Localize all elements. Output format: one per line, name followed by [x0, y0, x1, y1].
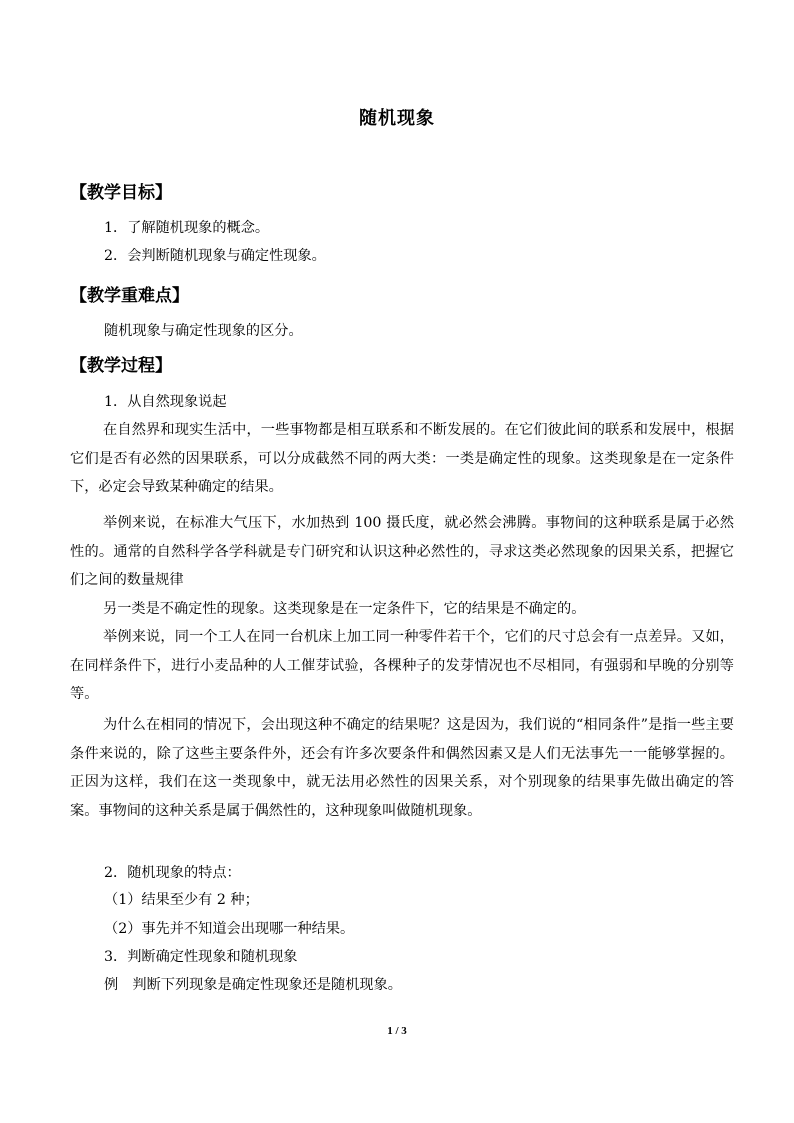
objective-item-2: 2．会判断随机现象与确定性现象。	[104, 248, 326, 264]
feature-item-2: （2）事先并不知道会出现哪一种结果。	[104, 921, 355, 937]
objective-item-1: 1．了解随机现象的概念。	[104, 220, 270, 236]
paragraph-deterministic: 在自然界和现实生活中，一些事物都是相互联系和不断发展的。在它们彼此间的联系和发展中，根据它们是否有必然的因果联系，可以分成截然不同的两大类：一类是确定性的现象。这类现象是在一定条件下，必定会导致某种确定的结果。	[70, 422, 734, 495]
feature-item-1: （1）结果至少有 2 种；	[104, 892, 259, 908]
paragraph-random-example: 举例来说，同一个工人在同一台机床上加工同一种零件若干个，它们的尺寸总会有一点差异。又如，在同样条件下，进行小麦品种的人工催芽试验，各棵种子的发芽情况也不尽相同，有强弱和早晚的分别等等。	[70, 629, 734, 702]
step3-title: 3．判断确定性现象和随机现象	[104, 949, 298, 965]
paragraph-random-explanation: 为什么在相同的情况下，会出现这种不确定的结果呢？这是因为，我们说的“相同条件”是指一些主要条件来说的，除了这些主要条件外，还会有许多次要条件和偶然因素又是人们无法事先一一能够掌握的。正因为这样，我们在这一类现象中，就无法用必然性的因果关系，对个别现象的结果事先做出确定的答案。事物间的这种关系是属于偶然性的，这种现象叫做随机现象。	[70, 717, 734, 819]
paragraph-random-intro: 另一类是不确定性的现象。这类现象是在一定条件下，它的结果是不确定的。	[103, 601, 586, 617]
step2-title: 2．随机现象的特点：	[104, 865, 241, 881]
key-points-text: 随机现象与确定性现象的区分。	[104, 323, 303, 339]
page-title: 随机现象	[359, 108, 435, 129]
paragraph-deterministic-example: 举例来说，在标准大气压下，水加热到 100 摄氏度，就必然会沸腾。事物间的这种联系是属于必然性的。通常的自然科学各学科就是专门研究和认识这种必然性的，寻求这类必然现象的因果关系，把握它们之间的数量规律	[70, 515, 734, 588]
example-line: 例 判断下列现象是确定性现象还是随机现象。	[104, 977, 402, 993]
section-heading-key-points: 【教学重难点】	[70, 286, 189, 306]
section-heading-objectives: 【教学目标】	[70, 183, 172, 203]
section-heading-process: 【教学过程】	[70, 356, 172, 376]
page-number: 1 / 3	[387, 1025, 407, 1037]
step1-title: 1．从自然现象说起	[104, 394, 227, 410]
